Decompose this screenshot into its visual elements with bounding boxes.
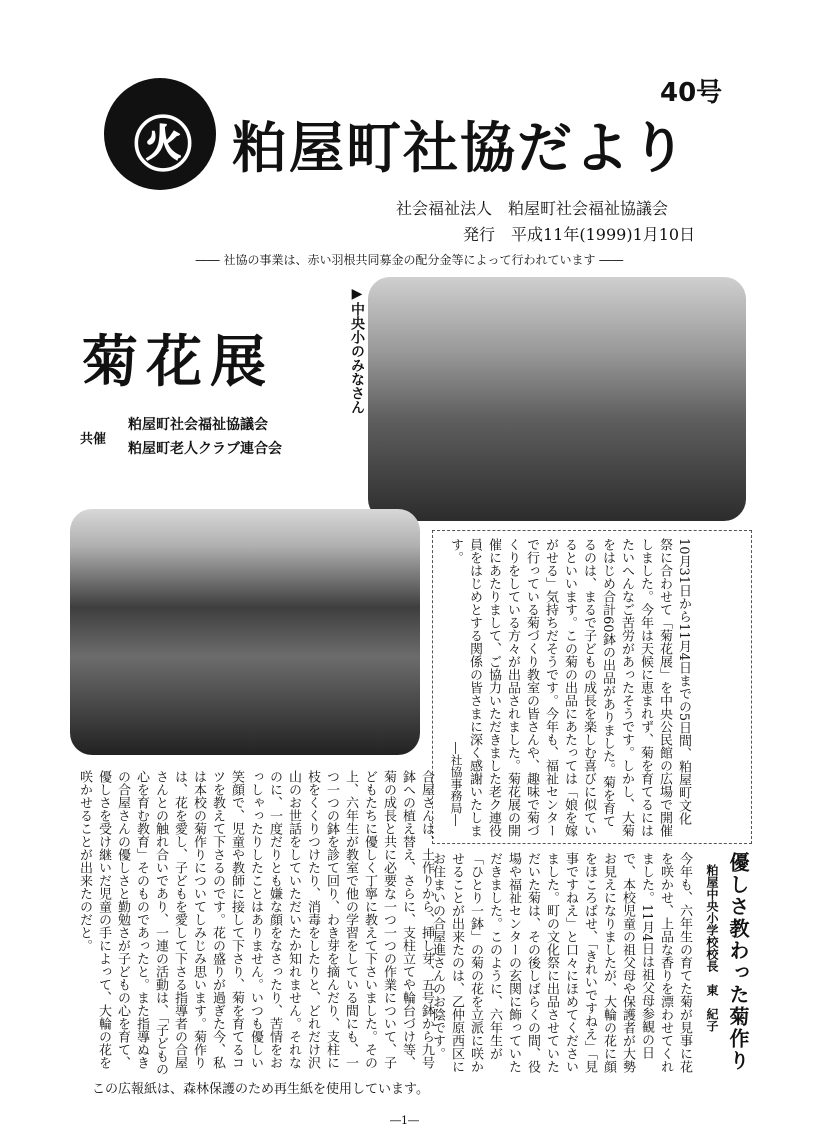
sponsor-2: 粕屋町老人クラブ連合会 [128, 441, 282, 457]
chrysanthemum-photo [70, 509, 420, 755]
logo-mark: ㊋ [133, 111, 186, 179]
funding-notice: ―― 社協の事業は、赤い羽根共同募金の配分金等によって行われています ―― [195, 253, 624, 267]
page-number: ―1― [390, 1114, 419, 1127]
recycled-paper-note: この広報紙は、森林保護のため再生紙を使用しています。 [92, 1082, 429, 1097]
sponsor-label: 共催 [80, 432, 107, 447]
issue-date: 発行 平成11年(1999)1月10日 [463, 225, 696, 244]
photo-caption: ▶中央小のみなさん [349, 286, 365, 414]
article2-author: 粕屋中央小学校校長 東 紀子 [705, 864, 719, 1032]
article2-title: 優しさ教わった菊作り [726, 852, 750, 1072]
article1-signature: ―社協事務局― [449, 742, 463, 826]
headline: 菊花展 [82, 329, 274, 395]
article1-body: 10月31日から11月4日までの5日間、粕屋町文化祭に合わせて「菊花展」を中央公民館の広場で開催しました。今年は天候に恵まれず、菊を育てるにはたいへんなご苦労があったそうです。しかし、大菊をはじめ合計60鉢の出品がありました。菊を育てるのは、まるで子どもの成長を楽しむ喜びに似ているといいます。この菊の出品にあたっては「娘を嫁がせる」気持ちだそうです。今年も、福祉センターで行っている菊づくり教室の皆さんや、趣味で菊づくりをしている方々が出品されました。菊花展の開催にあたりまして、ご協力いただきました老ク連役員をはじめとする関係の皆さまに深く感謝いたします。 [448, 538, 691, 837]
publisher: 社会福祉法人 粕屋町社会福祉協議会 [396, 199, 669, 218]
issue-number: 40号 [660, 78, 723, 108]
newsletter-title: 粕屋町社協だより [232, 116, 689, 180]
article2-body-a: 今年も、六年生の育てた菊が見事に花を咲かせ、上品な香りを漂わせてくれました。11月4日は祖父母参観の日で、本校児童の祖父母や保護者が大勢お見えになりましたが、大輪の花に顔をほころばせ、「きれいですねえ」「見事ですねえ」と口々にほめてくださいました。町の文化祭に出品させていただいた菊は、その後しばらくの間、役場や福祉センターの玄関に飾っていただきました。このように、六年生が「ひとり一鉢」の菊の花を立派に咲かせることが出来たのは、乙仲原西区にお住まいの合屋進さんのお陰です。 [430, 852, 692, 1073]
group-photo [368, 277, 746, 521]
article2-body-b: 合屋さんは、土作りから、挿し芽、五号鉢から九号鉢への植え替え、さらに、支柱立てや輪台づけ等、菊の成長と共に必要な一つ一つの作業について、子どもたちに優しく丁寧に教えて下さいました。その上、六年生が教室で他の学習をしている間にも、一つ一つの鉢を診て回り、わき芽を摘んだり、支柱に枝をくくりつけたり、消毒をしたりと、どれだけ沢山のお世話をしていただいたか知れません。それなのに、一度だりとも嫌な顔をなさったり、苦情をおっしゃったりしたことはありません。いつも優しい笑顔で、児童や教師に接して下さり、菊を育てるコツを教えて下さるのです。花の盛りが過ぎた今、私は本校の菊作りについてしみじみ思います。菊作りは、花を愛し、子どもを愛して下さる指導者の合屋さんとの触れ合いであり、一連の活動は、「子どもの心を育む教育」そのものであったと。また指導ぬきの合屋さんの優しさと勤勉さが子どもの心を育て、優しさを受け継いだ児童の手によって、大輪の花を咲かせることが出来たのだと。 [77, 770, 434, 1076]
sponsor-1: 粕屋町社会福祉協議会 [128, 417, 268, 433]
